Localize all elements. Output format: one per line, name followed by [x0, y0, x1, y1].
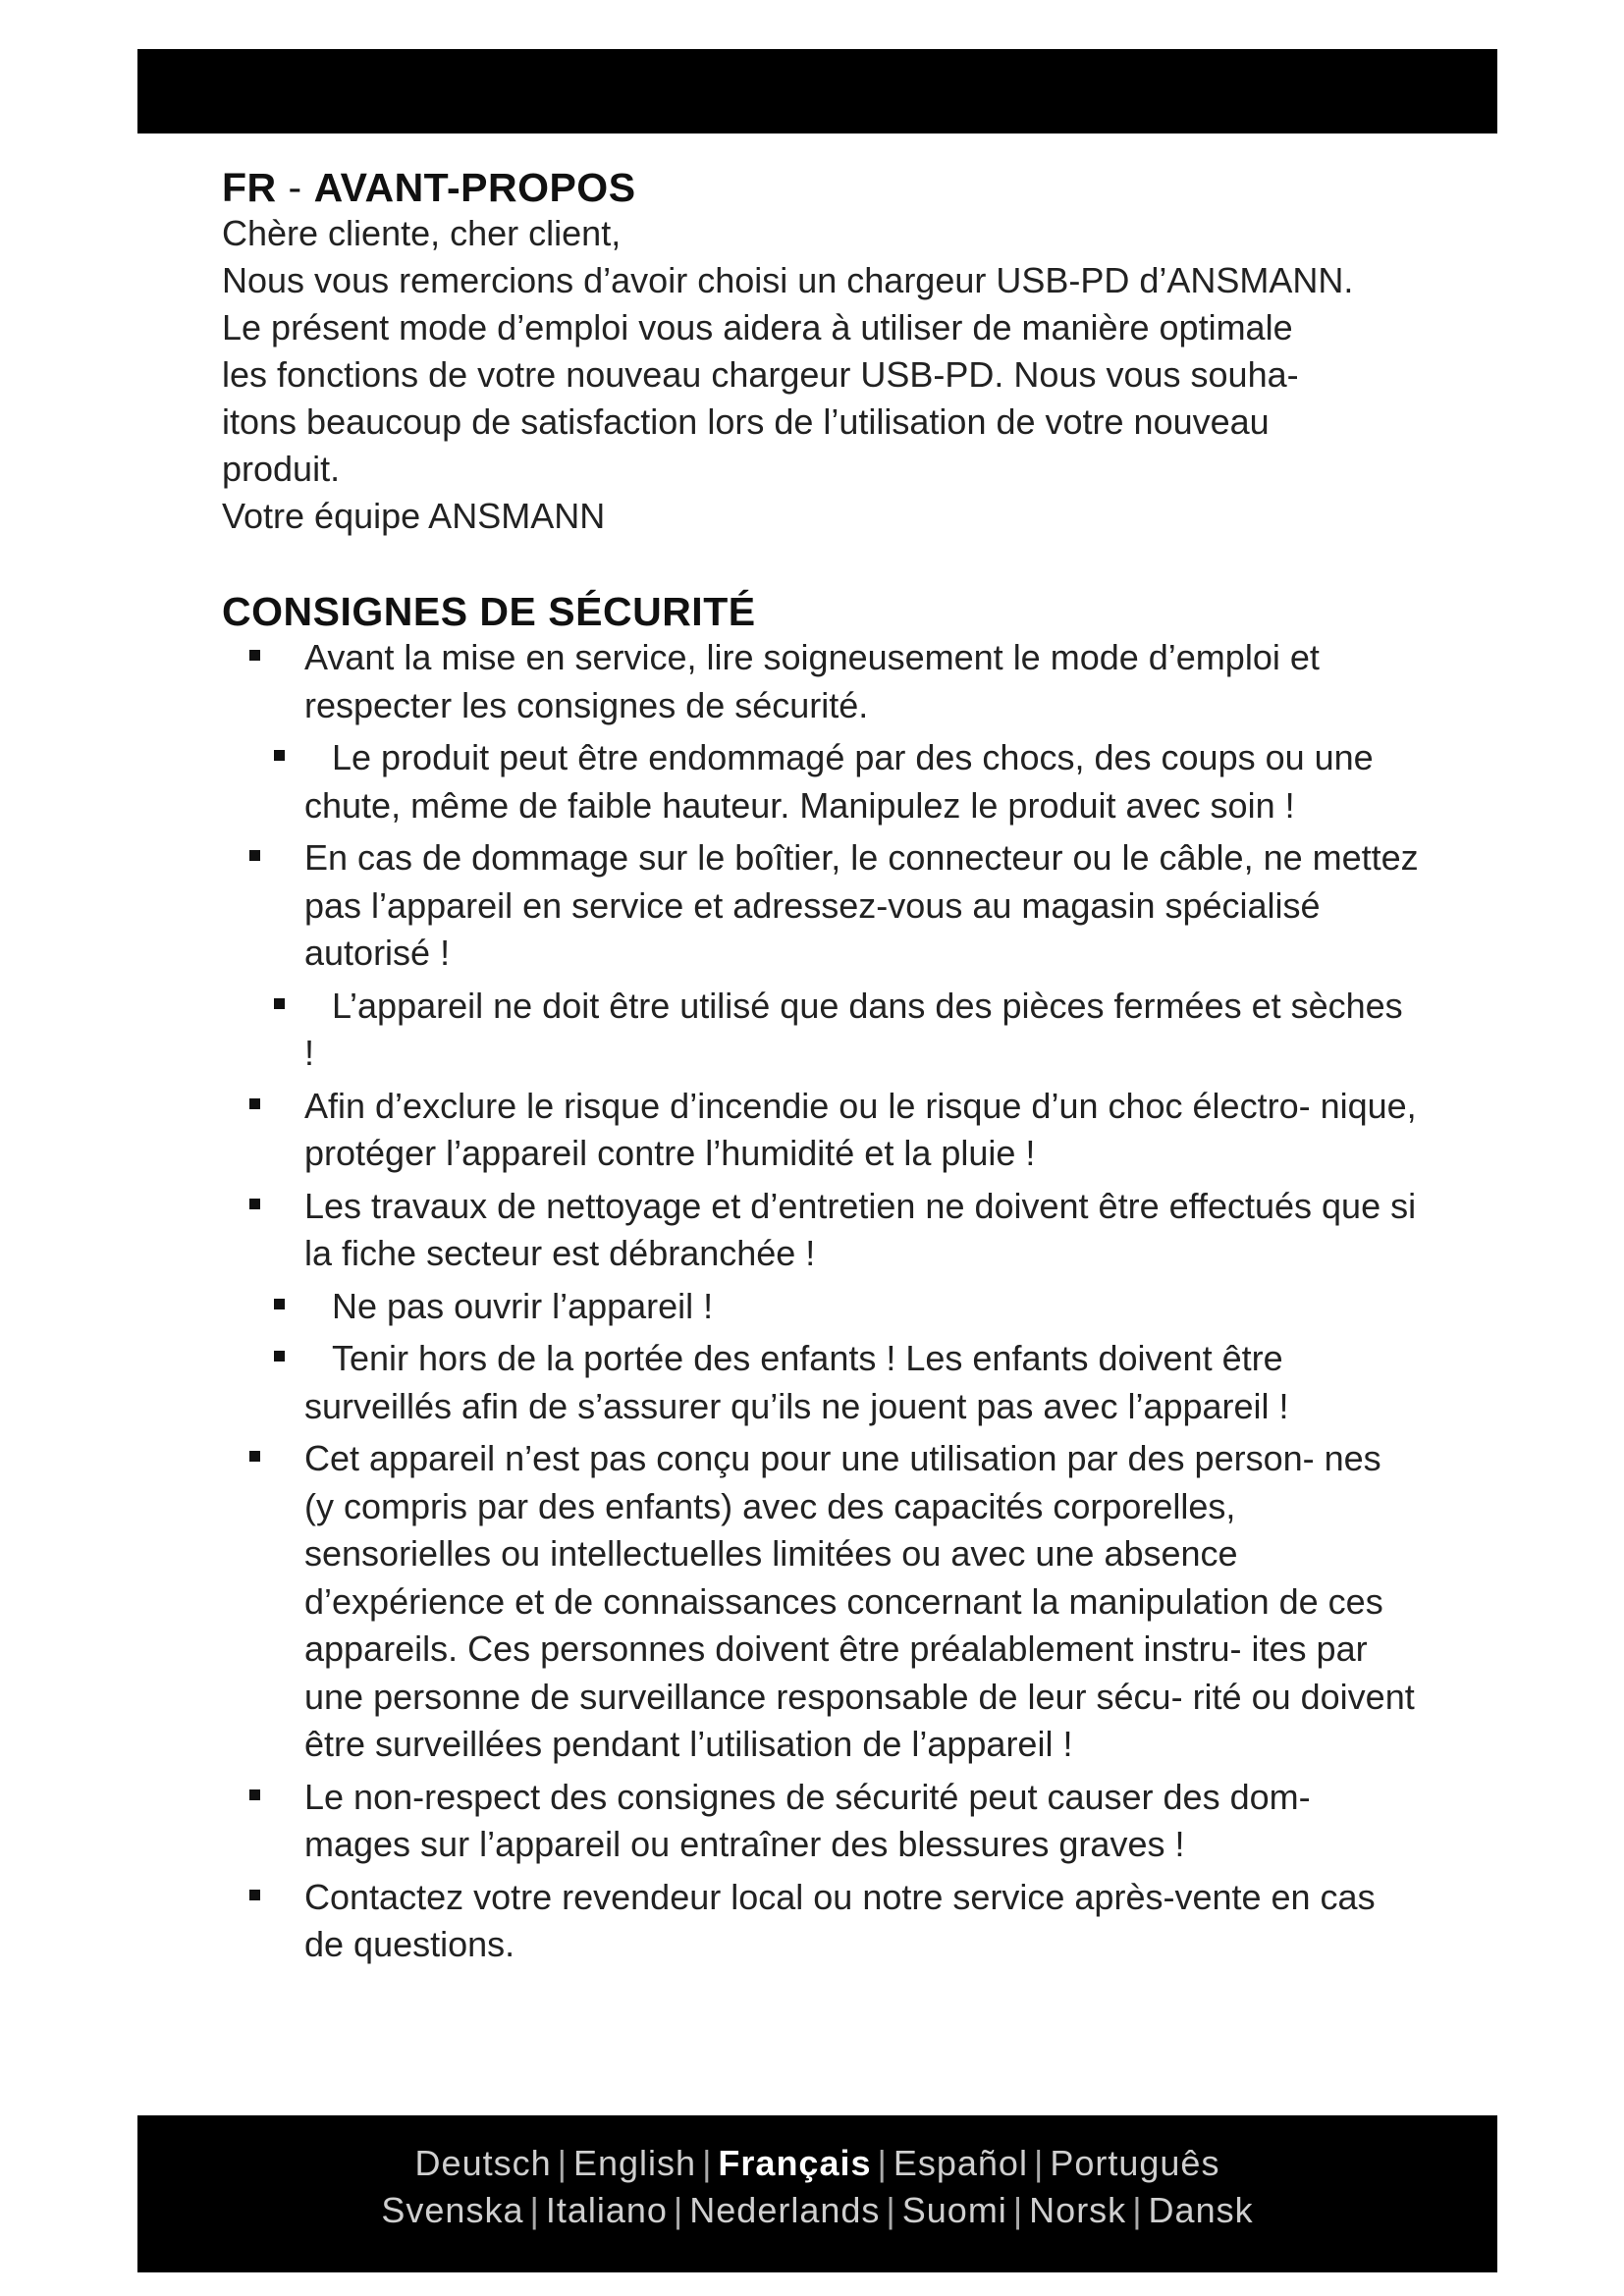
language-code: FR	[222, 165, 277, 210]
safety-title: CONSIGNES DE SÉCURITÉ	[222, 589, 756, 634]
language-separator: |	[529, 2190, 540, 2230]
intro-line: Nous vous remercions d’avoir choisi un chargeur USB-PD d’ANSMANN.	[222, 260, 1354, 300]
language-row	[137, 2143, 1497, 2184]
language-link-suomi[interactable]: Suomi	[901, 2190, 1007, 2230]
language-link-english[interactable]: English	[572, 2143, 697, 2183]
intro-line: itons beaucoup de satisfaction lors de l’utilisation de votre nouveau	[222, 401, 1270, 442]
square-bullet-icon	[274, 998, 285, 1009]
language-separator: |	[702, 2143, 713, 2183]
language-link-francais[interactable]: Français	[718, 2143, 872, 2183]
page-content	[222, 165, 1420, 1974]
safety-item: Le non-respect des consignes de sécurité peut causer des dom- mages sur l’appareil ou entraîner des blessures graves !	[222, 1774, 1420, 1869]
title-separator: -	[276, 165, 314, 210]
language-separator: |	[1132, 2190, 1143, 2230]
language-link-espanol[interactable]: Español	[893, 2143, 1028, 2183]
square-bullet-icon	[249, 1451, 260, 1462]
section-title-foreword: AVANT-PROPOS	[313, 165, 636, 210]
square-bullet-icon	[249, 850, 260, 861]
language-link-italiano[interactable]: Italiano	[545, 2190, 668, 2230]
safety-item: Cet appareil n’est pas conçu pour une utilisation par des person- nes (y compris par des enfants) avec des capacités corporelles, sensorielles ou intellectuelles limitées ou avec une absence d’expérience et de connaissances concernant la manipulation de ces appareils. Ces personnes doivent être préalablement instru- ites par une personne de surveillance responsable de leur sécu- rité ou doivent être surveillées pendant l’utilisation de l’appareil !	[222, 1435, 1420, 1769]
intro-line: Votre équipe ANSMANN	[222, 496, 606, 536]
square-bullet-icon	[249, 1789, 260, 1800]
safety-item: Tenir hors de la portée des enfants ! Les enfants doivent être surveillés afin de s’assurer qu’ils ne jouent pas avec l’appareil !	[222, 1335, 1420, 1430]
square-bullet-icon	[249, 1890, 260, 1900]
language-footer	[137, 2115, 1497, 2272]
square-bullet-icon	[249, 1199, 260, 1209]
square-bullet-icon	[249, 1098, 260, 1109]
safety-item: Avant la mise en service, lire soigneusement le mode d’emploi et respecter les consignes de sécurité.	[222, 634, 1420, 729]
safety-item: En cas de dommage sur le boîtier, le connecteur ou le câble, ne mettez pas l’appareil en service et adressez-vous au magasin spécialisé autorisé !	[222, 834, 1420, 978]
safety-list	[222, 634, 1420, 1969]
language-separator: |	[1033, 2143, 1045, 2183]
intro-line: Le présent mode d’emploi vous aidera à utiliser de manière optimale	[222, 307, 1293, 347]
language-separator: |	[886, 2190, 896, 2230]
safety-item: Les travaux de nettoyage et d’entretien ne doivent être effectués que si la fiche secteur est débranchée !	[222, 1183, 1420, 1278]
language-link-deutsch[interactable]: Deutsch	[414, 2143, 552, 2183]
foreword-text	[222, 210, 1420, 540]
language-separator: |	[557, 2143, 568, 2183]
page-title	[222, 165, 1420, 210]
language-row	[137, 2190, 1497, 2231]
intro-line: Chère cliente, cher client,	[222, 213, 622, 253]
square-bullet-icon	[249, 650, 260, 661]
language-link-norsk[interactable]: Norsk	[1029, 2190, 1127, 2230]
square-bullet-icon	[274, 750, 285, 761]
safety-item: Contactez votre revendeur local ou notre service après-vente en cas de questions.	[222, 1874, 1420, 1969]
language-link-svenska[interactable]: Svenska	[381, 2190, 524, 2230]
square-bullet-icon	[274, 1299, 285, 1309]
language-link-portugues[interactable]: Português	[1050, 2143, 1220, 2183]
header-bar	[137, 49, 1497, 133]
language-link-dansk[interactable]: Dansk	[1148, 2190, 1254, 2230]
intro-line: les fonctions de votre nouveau chargeur USB-PD. Nous vous souha-	[222, 354, 1299, 395]
language-link-nederlands[interactable]: Nederlands	[689, 2190, 881, 2230]
safety-item: Ne pas ouvrir l’appareil !	[222, 1283, 1420, 1331]
square-bullet-icon	[274, 1351, 285, 1362]
intro-line: produit.	[222, 449, 341, 489]
safety-item: Le produit peut être endommagé par des chocs, des coups ou une chute, même de faible hauteur. Manipulez le produit avec soin !	[222, 734, 1420, 829]
safety-item: L’appareil ne doit être utilisé que dans des pièces fermées et sèches !	[222, 983, 1420, 1078]
safety-item: Afin d’exclure le risque d’incendie ou le risque d’un choc électro- nique, protéger l’appareil contre l’humidité et la pluie !	[222, 1083, 1420, 1178]
language-separator: |	[1012, 2190, 1024, 2230]
language-separator: |	[877, 2143, 888, 2183]
language-separator: |	[673, 2190, 684, 2230]
